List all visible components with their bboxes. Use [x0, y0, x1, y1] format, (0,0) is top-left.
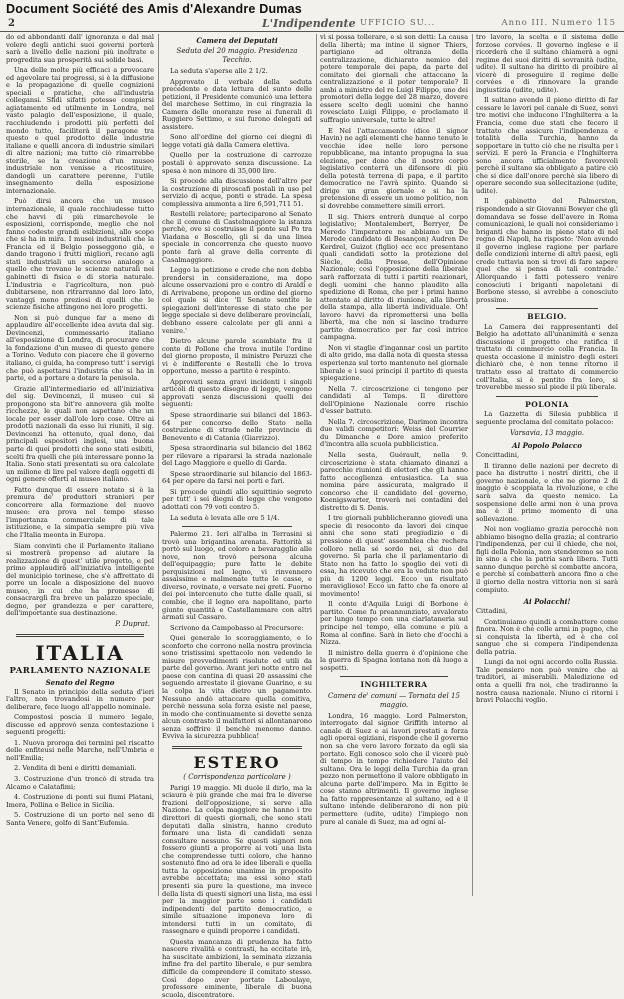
paragraph: Compostosi poscia il numero legale, discusse ed approvò senza contestazione i seguenti progetti: — [6, 713, 154, 737]
paragraph: Non vi staglie d'ingannar così un partito di alto grido, ma dalla nota di questa stessa esperienza sul torto mantenuto nel giornale liberale e i suoi principi il partito di questa spiegazione. — [320, 343, 468, 383]
column-1 — [6, 34, 154, 896]
paragraph: Il tiranno delle nazioni per decreto di pace ha distrutto i nostri diritti, che il governo nazionale, e che ne giorno 2 di maggio è scoppiata la rivoluzione, e che sarà salva da questo nemico. La sospensione delle armi non è una prova ma è il primo momento di una sollevazione. — [476, 461, 618, 523]
paragraph: Approvati senza gravi incidenti i singoli articoli di questo disegno di legge, vengono approvati senza discussioni quelli dei seguenti: — [162, 377, 312, 409]
parliament-heading: PARLAMENTO NAZIONALE — [9, 665, 151, 676]
list-item: 5. Costruzione di un porto nel seno di Santa Venere, golfo di Sant'Eufemia. — [6, 811, 154, 827]
section-title-polonia: POLONIA — [525, 399, 569, 409]
section-divider — [16, 634, 144, 637]
paragraph: Approvato il verbale della seduta precedente e data lettura del sunto delle petizioni, il Presidente comunicò una lettera del marchese Settimo, in cui ringrazia la Camera delle onoranze rese ai funerali di Ruggiero Settimo, e sui furono delegati ad assistere. — [162, 77, 312, 131]
paragraph: Il sultano avendo il pieno diritto di far cessare le lavori pel canale di Suez, sonvi tre motivi che inducono l'Inghilterra a la Francia, come due stati che fecero il trattato che assicura l'indipendenza e totalità della Turchia, hanno da sopportare in tutto ciò che ne risulta per i servizi. E però la Francia e l'Inghilterra sono ancora ufficialmente favorevoli perchè il sultano sia obbligato a patire ciò che si dice dall'onore perchè sia libero di operare secondo sua sollecitazione (udite, udite). — [476, 96, 618, 195]
office-label: UFFICIO SU... — [360, 18, 436, 28]
paragraph: Il ministro della guerra è d'opinione che la guerra di Spagna lontana non dà luogo a sospetti. — [320, 648, 468, 672]
paragraph: Nella 7. circoscrizione ci tengono per candidati al Temps. Il direttore dell'Opinione Nazionale corre rischio d'esser battuto. — [320, 384, 468, 416]
paragraph: Il sig. Thiers entrerà dunque al corpo legislativo; Montalembert, Berryer, De Meredo l'imperatore ne abbiamo un De Merode candidato di Besançon) Audren De Kerdrel, Guizot (figlio) ecc ecc presentano quali candidati sotto la protezione del Siècle, della Presse, dell'Opinione Nazionale; così l'opposizione della liberale sarà rafforzata di tutti i partiti reazionari, degli uomini che hanno plaudito alla spedizione di Roma, che per i primi hanno attentato al diritto di riunione, alla libertà della stampa, alla libertà individuale. Oh! lavoro havvi da ripromettersi una bella libertà, ma che non si lascino tradurre partito democratico per far così intrice campagna. — [320, 212, 468, 342]
column-2 — [162, 34, 313, 999]
banner-title: Document Société des Amis d'Alexandre Dumas — [6, 2, 302, 16]
paragraph: do ed abbondanti dall' ignoranza e dal mal volere degli antichi suoi governi porterà sarà a livello delle nazioni più inoltrate e progredita sua prosperità sui solide basi. — [6, 33, 154, 64]
paragraph: Il Senato in principio della seduta d'ieri l'altro, non trovandosi in numero per deliberare, fece luogo all'appello nominale. — [6, 687, 154, 711]
section-divider — [172, 746, 302, 749]
section-title-belgio: BELGIO. — [527, 312, 567, 322]
paragraph: La seduta è levata alle ore 5 1/4. — [170, 513, 280, 522]
paragraph: Parigi 19 maggio. Mi duole il dirlo, ma la sciaura è più grande che mai fra le diverse frazioni dell'opposizione, si serve alla Nazione. La colpa maggiore ne hanno i tre direttori di questi giornali, che sono stati deputati dalla sinistra, hanno creduto formare una lista di candidati senza consultare nessuno. Se questi signori non fossero giunti a proporre ai voti una lista che comprendesse tutti coloro, che hanno sostenuto fino ad ora le idee liberali e quella tutta la opposizione unanime in proposito avrebbe accettata; ma essi sono stati presenti sia pure la questione, ma invece della lista di questi signori una lista, ma essi per la maggior parte sono i candidati indipendenti del partito democratico, e simile situazione imponeva loro di intendersi tutti in un comitato, di rassegnare e quindi proporre i candidati. — [162, 783, 312, 936]
paragraph: vi si possa tollerare, e si son detti: La causa della libertà; ma intine il signor Thiers, partigiano ad oltranza della centralizzazione, dichiarato nemico del potere temporale dei papa, da parte del comitato dei giornali che attaccano la centralizzazione e il poter temporale? Il ambi a ministro del re Luigi Filippo, uno dei promotori della legge del 28 marzo, dovere essere scelto degli uomini che hanno rovesciato Luigi Filippo, e proclamato il suffragio universale, tutte le altre! — [320, 33, 468, 125]
paragraph: E Nel l'attaccamento (dice il signor Havin) ne agli elementi che hanno tenuto le vecchie idee nelle loro persone repubblicane, ma intanto propugna la sua elezione, per dono che il nostro corpo legislativo conterrà un difensore di più della potestà terrena di papa, e il partito democratico ne l'avrà spinto. Quando si dirige un gran giornale e si ha la pretensione di essere un uomo politico, non si dovrebbe commettere simili errori. — [320, 126, 468, 211]
divider — [182, 526, 292, 527]
paragraph: Nella 7. circoscrizione, Darimon incontra due validi competitori: Weiss del Courrier du Dimanche e Dore amico preferito d'incontra alla scuola pubblicistica. — [320, 417, 468, 449]
divider — [340, 676, 448, 677]
paragraph: Nella sesta, Guérault, nella 9. circoscrizione è stata chiamato dinanzi a parecchie riunioni di elettori che gli hanno fatto accoglienza entusiastica. La sua nomina pare assicurata, malgrado il concorso che il candidato del governo, Koenigswarter, troverà nei contadini del distretto di S. Denis. — [320, 450, 468, 512]
paragraph: Noi non vogliamo grazia perocchè non abbiamo bisogno della grazia; al contrario l'indipendenza, per cui il chiede, che noi, figli della Polonia, non stenderemo se non in sino a che la patria sarà libera. Tutti sanno dunque perchè si combatte ancora, e perchè si combatterà ancora fino a che il giorno della nostra vittoria non si sarà compiuto. — [476, 525, 618, 594]
paragraph: Quello per la costruzione di carrozze postali è approvato senza discussione. La spesa è non minore di 35,000 lire. — [162, 151, 312, 175]
paragraph: Spesa straordinaria sul bilancio del 1862 per rilevare a ripararsi la strada nazionale del Lago Maggiore e quello di Garda. — [162, 444, 312, 468]
dateline: Varsavia, 13 maggio. — [510, 429, 584, 438]
document-banner — [0, 0, 624, 18]
paragraph: Il conte d'Aquila Luigi di Borbone è partito. Come fu preannunziato, avvalorato per lungo tempo con una ciarlataneria sul principe nel tempo, ella comune e più a Roma al confine. Sarà in lieto che d'occhi a Nizza. — [320, 600, 468, 647]
paragraph: Si procede quindi allo squittinio segreto per tutt' i sei diegni di legge che vengono adottati con 79 voti contro 5. — [162, 487, 312, 511]
paragraph: Spese straordinarie sui bilanci del 1863-64 per concorso dello Stato nella costruzione di strade nelle provincie di Benevento e di Catania (Giarrizzo). — [162, 410, 312, 442]
commons-subheading: Camera de' comuni — Tornata del 15 maggio. — [328, 691, 460, 709]
divider — [496, 396, 598, 397]
paragraph: Non si può dunque far a meno di applaudire all'eccellente idea avuta dal sig. Devincenzi, commessario italiano all'esposizione di Londra, di procurare che la fondazione d'un museo di questo genere a Torino. Veduto con piacere che il governo italiano, ci guida, ha compreso tutt' i servigi che può aspettarsi l'industria che si ha in parte, ed a portare a dotare la penisola. — [6, 313, 154, 383]
paragraph: La seduta s'aperse alle 2 1/2. — [170, 67, 268, 75]
list-item: 4. Costruzione di ponti sui fiumi Platani, Imera, Pollina e Belice in Sicilia. — [6, 793, 154, 809]
paragraph: Sono all'ordine del giorno cei diegni di legge votati già dalla Camera elettiva. — [162, 133, 312, 149]
paragraph: Fatto dunque di essere notato si è la premura de' produttori stranieri per concorrere alla formazione del nuovo museo: era prova nel tempo stesso l'importanza commerciale di tale istituzione, e la simpatia sempre più viva che l'Italia meonta in Europa. — [6, 485, 154, 539]
paragraph: Scrivono da Campobasso al Precursore: — [170, 623, 304, 632]
divider — [496, 308, 598, 309]
section-title-estero: ESTERO — [193, 752, 281, 772]
page-number: 2 — [8, 18, 15, 29]
paragraph: La Gazzetta di Silesia pubblica il seguente proclama del comitato polacco: — [476, 410, 618, 426]
salutation: Cittadini, — [476, 607, 508, 616]
paragraph: Può dirsi ancora che un museo internazionale, il quale racchiudesse tutto che havvi di più rimarchevole le esposizioni, corrisponde, meglio che nol fanno codeste grandi esibizioni, allo scopo che si ha in mira. I musei industriali che la Francia ed il Belgio posseggono già, e dando tragono i frutti migliori, recano agli stati industriali un soccorso analogo a quello che trovano le scienze naturali nei gabinetti di fisica e di storia naturale. L'industria e l'agricoltura, non può dubitarsene, non ritrarranno dal loro lato, vantaggi meno preziosi di quelli che le scienze fisiche attingono nei loro progetti. — [6, 197, 154, 312]
paragraph: Una delle molte più efficaci a provocare ed agevolare tai progressi, si è la diffusione e la propagazione di quelle cognizioni speciali e pratiche, che all'industria collegansi. Sfidi sifatti potesse compiersi agiatamente ed utilmente in Londra, nel vasto palagio dell'esposizione, il quale, racchiudendo i prodotti più perfetti del mondo tutto, faciliterà il paragone tra questo e quel prodotto delle industrie italiane e quelli ancora di industrie similari di altre nazioni; ma tutto ciò rimarrebbe sterile, se la creazione d'un museo industriale non venisse a ricostituire, dandogli un carattere perenne, l'utile insegnamento della esposizione internazionale. — [6, 66, 154, 195]
column-rule — [316, 34, 317, 896]
proclamation-heading: Ai Polacchi! — [523, 597, 571, 607]
paragraph: Londra, 16 maggio. Lord Palmerston, interrogato dal signor Griffith intorno al canale di Suez e ai lavori prestati a forza agli operai egiziani, risponde che il governo non sa che vero lavoro forzato da egli sia portato. Egli conosce solo che il vicerè può di tempo in tempo richiedere l'aiuto del sultano. Ora le leggi della Turchia da gran pezzo non permettono il valore obbligato in alcuna parte dell'impero. Ma in Egitto le cose stanno altrimenti. Il governo inglese ha fatto rappresentanze al sultano, ed è il sultano intende deliberarono di non più permettere (udite, udite) l'impiego non pure al canale di Suez, ma ad ogni al- — [320, 711, 468, 826]
salutation: Concittadini, — [476, 451, 520, 460]
paragraph: Il gabinetto del Palmerston, rispondendo a sir Giovanni Bowyer che gli domandava se fosse dell'avere in Roma comunicazioni, le quali noi consideriamo i briganti che hanno in pieno stato di nel regno di Napoli, ha risposto: 'Non avendo il governo inglese ragione per parlare delle condizioni interne di altri paesi, egli crede tuttavia non si trovi di fare sapere quel che si pensa di tali contrade.' Allorquando i fatti potessero venire conosciuti i briganti napoletani di Borbone stesso, si avrebbe a conosciuto prossime. — [476, 197, 618, 304]
paragraph: I tre giornali pubblicheranno giovedì una specie di resoconto da lavori dei cinque anni che sono stati pregiudizio e di pressione di quest' assemblea che rechera colloro nella sé sordo nei, sì duo del governo. Si parla che il parlamentario di Stato non ha fatto lo spoglio dei voti di essa, ha ricevuto che era la vedute non può più di 1200 leggi. Ecco un risultato meraviglioso! Ecco un fatto che fa onore al movimento! — [320, 514, 468, 598]
paragraph: Siam convinti che il Parlamento italiano si mostrerà propenso ad aiutare la realizzazione di quest' utile progetto, e pel primo applaudirà all'iniziativa intelligente del municipio torinese, che s'è affrettato di porre un locale a disposizione del nuovo museo, in cui che ha promesso di consacrarglì fra breve un palazzo speciale, degno, per grandezza e per carattere, dell'importante sua destinazione. — [6, 541, 154, 618]
list-item: 3. Costruzione d'un troncò di strada tra Alcamo e Calatafimi; — [6, 775, 154, 791]
session-subheading: Seduta del 20 maggio. Presidenza Tecchio. — [176, 47, 298, 64]
correspondence-label: ( Corrispondenza particolare ) — [183, 772, 291, 781]
paragraph: Spese straordinarie sul bilancio del 1863-64 per opere da farsi nei porti e fari. — [162, 469, 312, 486]
paragraph: Grazie all'intermediario ed all'iniziativa del sig. Devincenzi, il museo cui si propongono sta bit're annovera già molte ricchezze, le quali non aspettano che un locale per esser dall'ole loro cose. Oltre ai prodotti nazionali da esso lui riuniti, il sig. Devincenzi ha ottenuto, qual dono, dai principali espositori inglesi, una buona parte di quei prodotti che sono stati esibiti, scelti fra quelli che più interessare ponno la Italia. Sono stati presentati su ora calcolate un milione di lire pel valore degli oggetti di ogni genere offerti al museo italiano. — [6, 384, 154, 484]
paragraph: Restelli relatore; parteciparono al Senato che il comune di Castelmaggiore la istanza perchè, ove si costruisse il ponte sul Po tra Viadana e Boscello, gli si da una linea speciale in concorrenza che questo nuovo ponte farà al grave della corrente di Casalmaggiore. — [162, 210, 312, 264]
paragraph: Lungi da noi ogni accordo colla Russia. Tale pensiero non può venire che ai traditori, ai miserabili. Maledizione ed onta a quelli fra noi, che tradiranno la nostra causa nazionale. Niuno ci ritorni i bravi Polacchi voglio. — [476, 658, 618, 705]
article-signature: P. Duprat. — [115, 620, 150, 629]
paragraph: Continuiamo quindi a combattere come finora. Non è che colle armi in pugno, che si conquista la libertà, ed è che col sangue che si compera l'indipendenza della patria. — [476, 617, 618, 656]
chamber-heading: Camera dei Deputati — [196, 36, 278, 45]
proclamation-heading: Al Popolo Polacco — [512, 441, 582, 451]
paragraph: Dietro alcune parole scambiate fra il conte di Pollone che trova inutile l'ordine del giorno proposto, il ministro Peruzzi che vi è indifferente e Restelli che lo trova opportuno, messo a partito è respinto. — [162, 337, 312, 376]
issue-label: Anno III. Numero 115 — [501, 18, 616, 28]
section-title-italia: ITALIA — [35, 640, 125, 665]
column-3 — [320, 34, 468, 896]
paragraph: Questa mancanza di prudenza ha fatto nascere rivalità e contrasti, ha eccitate irà, ha suscitate ambizioni, la seminata zizzania infine fra del partito liberale, e pur sembra difficile da comprendere il comitato stesso. Così dopo aver portato Laboulaye, professore eminente, liberale di buona scuola, discentratore. — [162, 937, 312, 999]
masthead: L'Indipendente — [262, 17, 356, 30]
list-item: 2. Vendita di beni e diritti demaniali. — [14, 764, 137, 773]
page-header — [0, 17, 624, 32]
senate-heading: Senato del Regno — [45, 677, 115, 687]
list-item: 1. Nuova proroga dei termini pel riscatto delle enfiteusi nelle Marche, nell'Umbria e nell'Emilia; — [6, 738, 154, 762]
paragraph: Quei generale lo scoraggiamento, e lo sconforto che corrono nella nostra provincia sono tristissimi spettacolo non vedendo le misure prevvedimenti risolute ed utili da parte del governo. Avant jeri notte entro nel paese con cantina di quasi 20 assassini che seguendo arrestato il giovane Guarino, e su la colpa la vita dietro un pagamento. Nessuno andò attaccare quella comitiva, perchè nessuna sola forza esiste nel paese, in modo che continuamente si dovette senza alcun contrasto il malfattori si allontanarono senza soffrire il benchè menomo danno. Evviva la sicurezza pubblica! — [162, 634, 312, 741]
paragraph: La Camera dei rappresentanti del Belgio ha adottato all'unanimità e senza discussione il progetto che ratifica il trattato di commercio colla Francia. In questa occasione il ministro degli esteri dichiarò che, è non tenne ritorno il trattato esso al trattato di commercio coll'Italia, si è pentito fra loro, si troverebbe messo sul piede il più liberale. — [476, 322, 618, 392]
paragraph: Leggo la petizione e crede che non debba prendersi in considerazione, ma dopo alcune osservazioni pro e contro di Araldi e di Arrivabene, propone un ordine del giorno col quale si dice 'Il Senato sentite le spiegazioni dell'interesse di stato che per legge speciale si deve deliberare provinciali, debbano essere calcolate per gli anni a venire.' — [162, 266, 312, 335]
column-rule — [158, 34, 159, 896]
column-4 — [476, 34, 618, 896]
paragraph: tro lavoro, la scelta e il sistema delle forzose corvées. Il governo inglese e il ricorderà che il sultano chiamerà a ogni regime dei suoi diritti di sovranità (udite, udite). Il sultano ha diritto di proibire al vicerè di proseguire il regime delle corvées e di rinnovare la grande ingiustizia (udite, udite). — [476, 33, 618, 94]
column-rule — [472, 34, 473, 896]
paragraph: Palermo 21. Ieri all'alba in Terrasini si trovò una brigantina arenata. Fattorità si portò sul luogo, ed coloro a bevaragglio alle nove, non trovò persona alcuna dell'equipaggio; pure fatte le debite perquisizioni nel legno, vi rinvennero assaissime e malmenate tutte le casse, e diverso, rovinate, e versate nei greti. Fuorno dei poi intercenuto che tutte dalle quali, si combie, che il legno era napolitano, parte giunto quantità e Castellammare con altri armati sul Cassaro. — [162, 530, 313, 622]
paragraph: Si procede alla discussione dell'altro per la costruzione di piroscafi postali in uso pel servizio di acque, ponti e strade. La spesa complessiva ammonta a lire 6,591,711 51. — [162, 177, 312, 208]
section-title-inghilterra: INGHILTERRA — [360, 680, 428, 690]
